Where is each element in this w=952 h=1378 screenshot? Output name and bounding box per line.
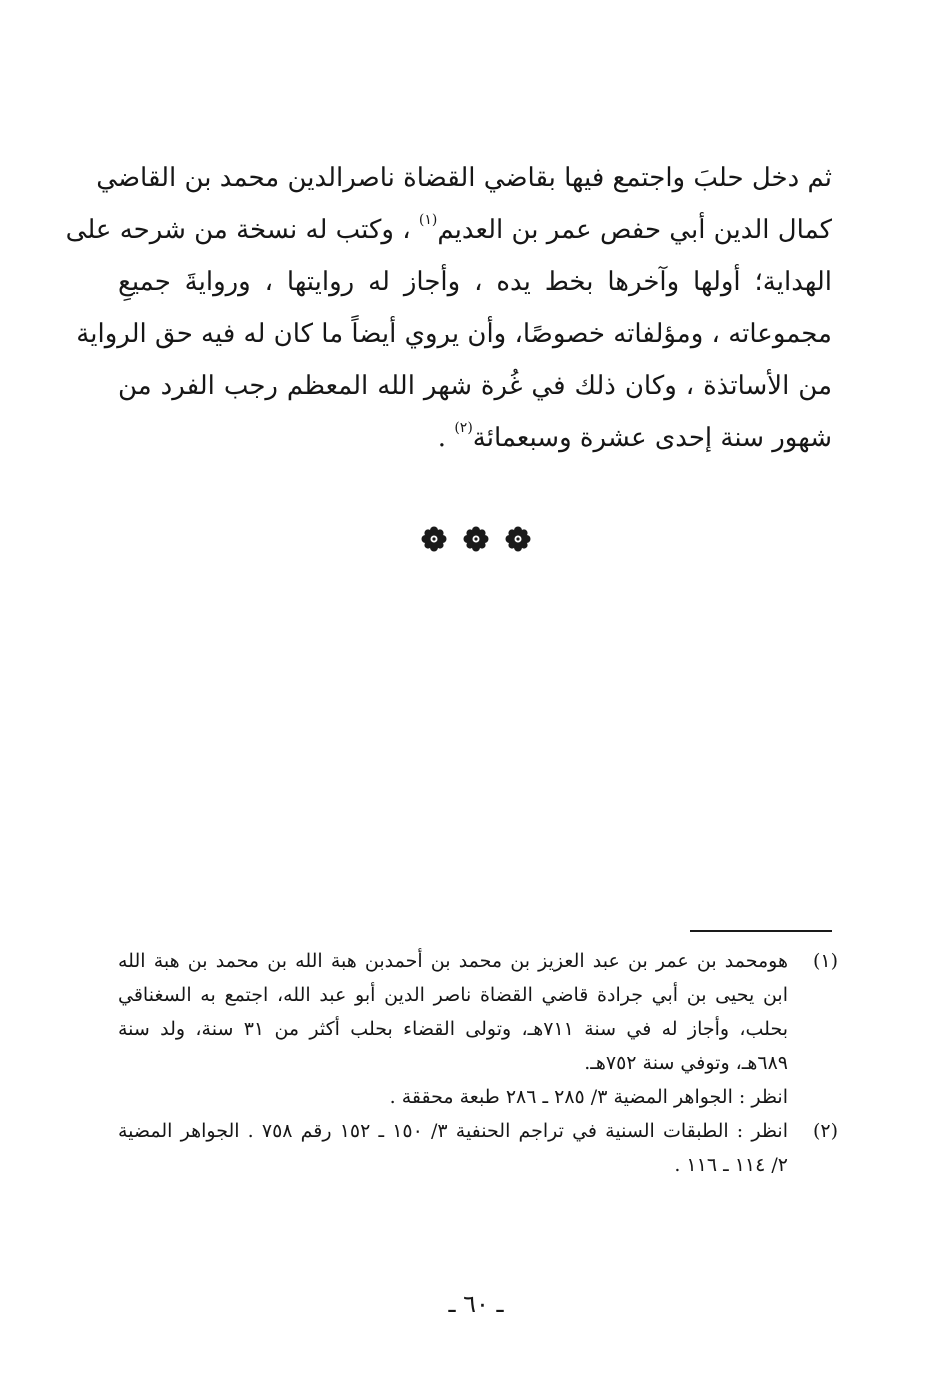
section-divider bbox=[0, 526, 952, 552]
footnote-ref-1[interactable]: (١) bbox=[418, 212, 438, 229]
body-line-6-text: شهور سنة إحدى عشرة وسبعمائة bbox=[472, 423, 832, 453]
footnote-separator bbox=[690, 930, 832, 932]
footnote-1 bbox=[118, 944, 838, 1114]
footnotes bbox=[118, 944, 838, 1182]
page-number: ـ ٦٠ ـ bbox=[448, 1290, 504, 1318]
footnote-line: ابن يحيى بن أبي جرادة قاضي القضاة ناصر الدين أبو عبد الله، اجتمع به السغناقي bbox=[118, 984, 788, 1006]
footnote-line: ٦٨٩هـ، وتوفي سنة ٧٥٢هـ. bbox=[584, 1052, 788, 1074]
footnote-ref-2[interactable]: (٢) bbox=[454, 420, 473, 437]
body-line-6-period: . bbox=[437, 423, 447, 453]
flower-ornament-icon bbox=[463, 526, 489, 552]
footnote-number: (٢) bbox=[812, 1120, 838, 1142]
footnote-number: (١) bbox=[812, 950, 838, 972]
body-line-4: مجموعاته ، ومؤلفاته خصوصًا، وأن يروي أيضاً ما كان له فيه حق الرواية bbox=[76, 319, 832, 349]
body-line-2-start: كمال الدين أبي حفص عمر بن العديم bbox=[437, 215, 832, 245]
footnote-line: انظر : الطبقات السنية في تراجم الحنفية ٣/ ١٥٠ ـ ١٥٢ رقم ٧٥٨ . الجواهر المضية bbox=[118, 1120, 788, 1142]
footnote-source-line: انظر : الجواهر المضية ٣/ ٢٨٥ ـ ٢٨٦ طبعة محققة . bbox=[389, 1086, 788, 1108]
footnote-2 bbox=[118, 1114, 838, 1182]
main-paragraph bbox=[65, 152, 832, 464]
footnote-line: هومحمد بن عمر بن عبد العزيز بن محمد بن أحمدبن هبة الله بن محمد بن هبة الله bbox=[118, 950, 788, 972]
body-line-1: ثم دخل حلبَ واجتمع فيها بقاضي القضاة ناصرالدين محمد بن القاضي bbox=[96, 163, 832, 193]
body-line-5: من الأساتذة ، وكان ذلك في غُرة شهر الله المعظم رجب الفرد من bbox=[118, 371, 832, 401]
body-line-3: الهداية؛ أولها وآخرها بخط يده ، وأجاز له روايتها ، وروايةَ جميعِ bbox=[118, 267, 832, 297]
body-line-2-end: ، وكتب له نسخة من شرحه على bbox=[65, 215, 411, 245]
footnote-line: بحلب، وأجاز له في سنة ٧١١هـ، وتولى القضاء بحلب أكثر من ٣١ سنة، ولد سنة bbox=[118, 1018, 789, 1040]
footnote-line: ٢/ ١١٤ ـ ١١٦ . bbox=[674, 1154, 788, 1176]
flower-ornament-icon bbox=[505, 526, 531, 552]
body-line-2 bbox=[65, 204, 832, 256]
flower-ornament-icon bbox=[421, 526, 447, 552]
body-line-6 bbox=[118, 412, 832, 464]
